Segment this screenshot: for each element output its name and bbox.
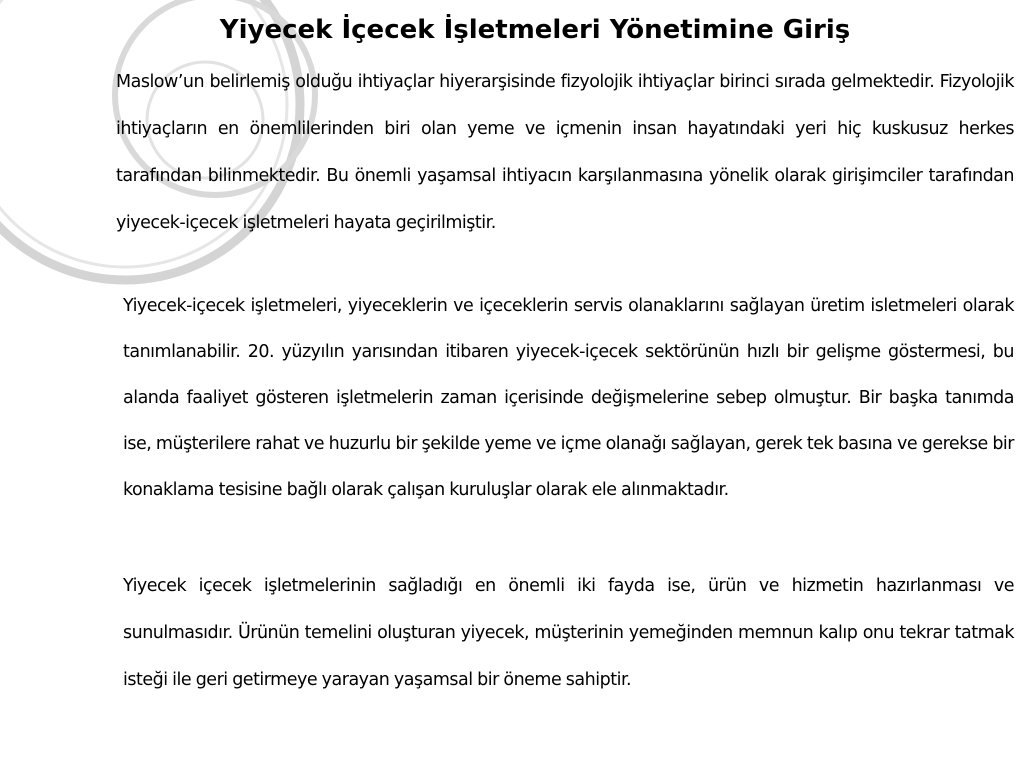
paragraph-definition: Yiyecek-içecek işletmeleri, yiyeceklerin ve içeceklerin servis olanaklarını sağlayan üretim isletmeleri olarak tanımlanabilir. 20. yüzyılın yarısından itibaren yiyecek-içecek sektörünün hızlı bir gelişme göstermesi, bu alanda faaliyet gösteren işletmelerin zaman içerisinde değişmelerine sebep olmuştur. Bir başka tanımda ise, müşterilere rahat ve huzurlu bir şekilde yeme ve içme olanağı sağlayan, gerek tek basına ve gerekse bir konaklama tesisine bağlı olarak çalışan kuruluşlar olarak ele alınmaktadır. [123, 296, 1014, 500]
paragraph-benefits: Yiyecek içecek işletmelerinin sağladığı en önemli iki fayda ise, ürün ve hizmetin hazırlanması ve sunulmasıdır. Ürünün temelini oluşturan yiyecek, müşterinin yemeğinden memnun kalıp onu tekrar tatmak isteği ile geri getirmeye yarayan yaşamsal bir öneme sahiptir. [123, 576, 1014, 690]
slide-title: Yiyecek İçecek İşletmeleri Yönetimine Giriş [219, 15, 851, 45]
paragraph-maslow: Maslow’un belirlemiş olduğu ihtiyaçlar hiyerarşisinde fizyolojik ihtiyaçlar birinci sırada gelmektedir. Fizyolojik ihtiyaçların en önemlilerinden biri olan yeme ve içmenin insan hayatındaki yeri hiç kuskusuz herkes tarafından bilinmektedir. Bu önemli yaşamsal ihtiyacın karşılanmasına yönelik olarak girişimciler tarafından yiyecek-içecek işletmeleri hayata geçirilmiştir. [116, 72, 1014, 233]
